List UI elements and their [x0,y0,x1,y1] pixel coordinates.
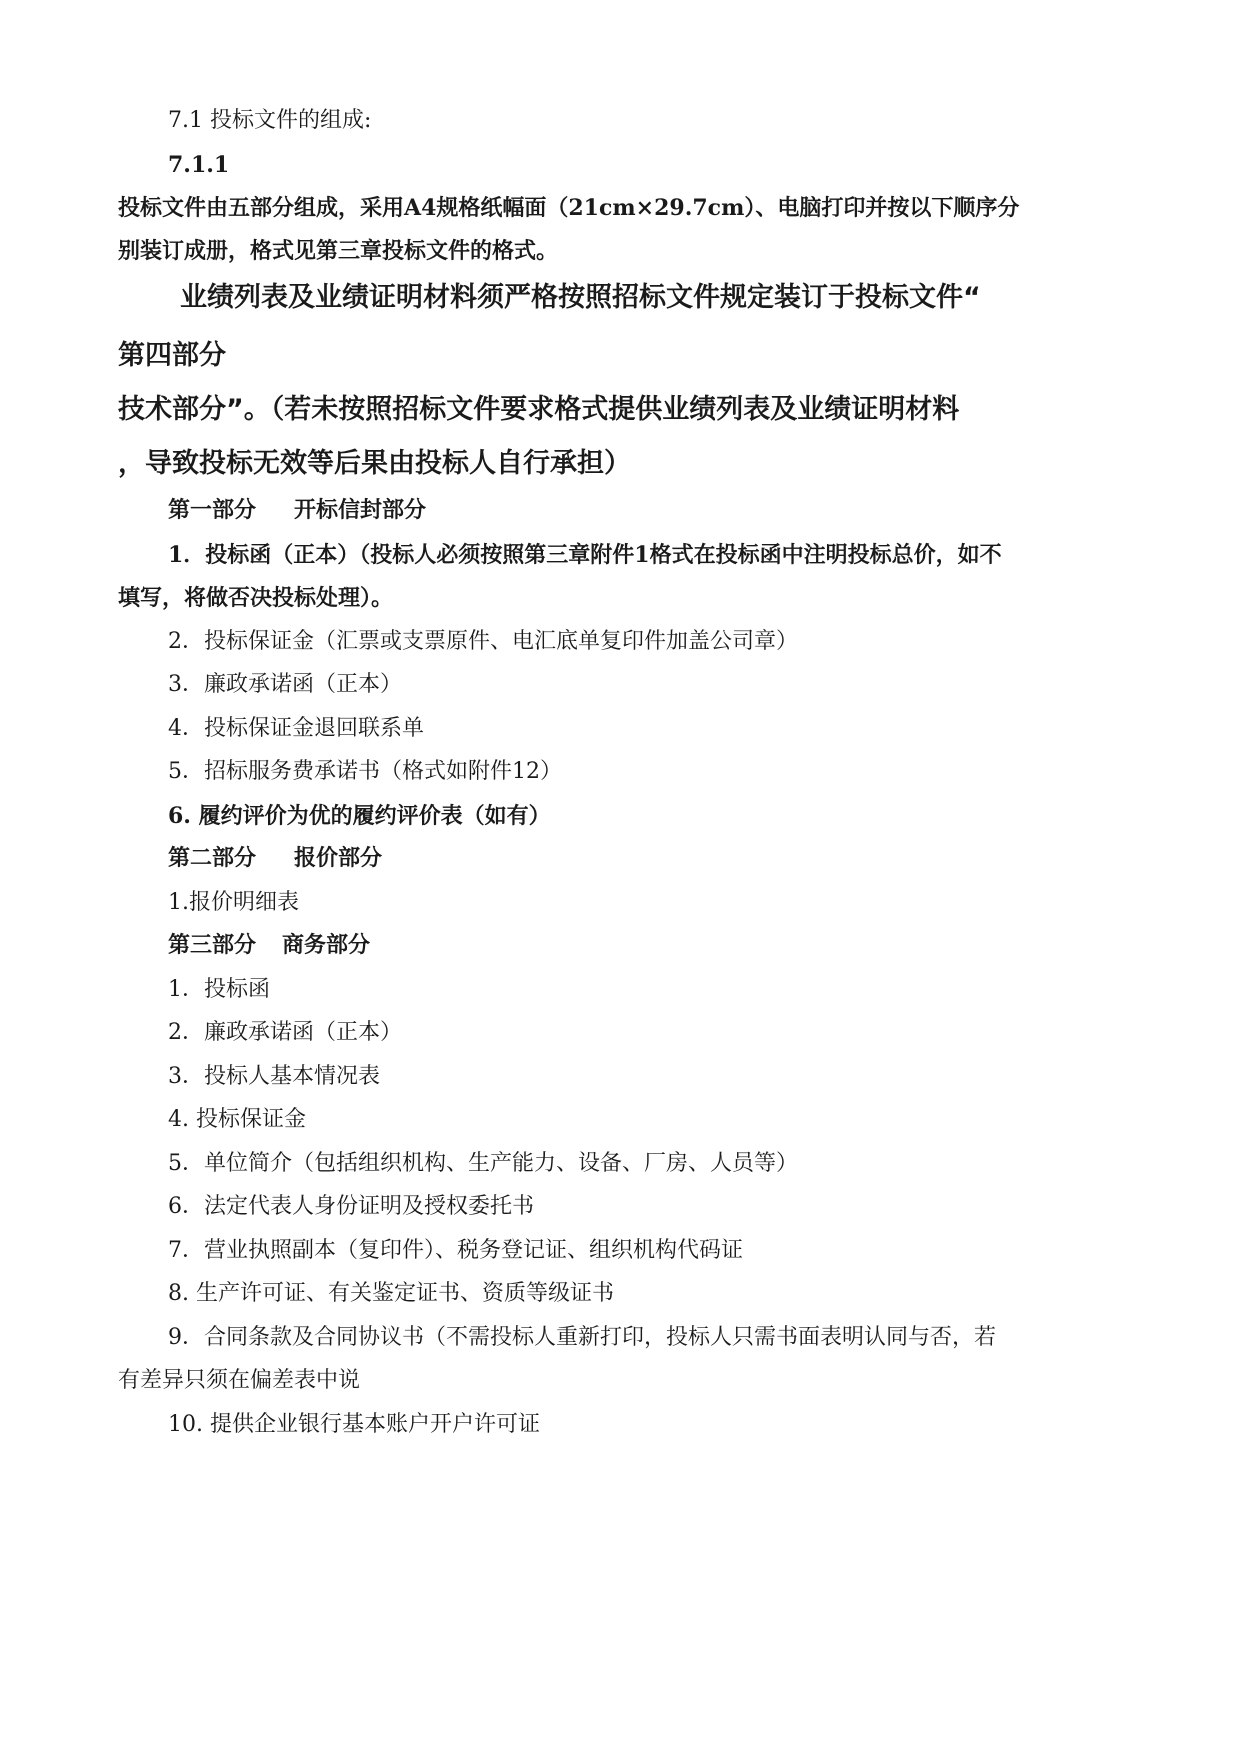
section-sub-number: 7.1.1 [168,152,230,178]
section-heading: 7.1 投标文件的组成: [168,108,372,133]
list-item: 5．单位简介（包括组织机构、生产能力、设备、厂房、人员等） [168,1151,798,1176]
list-item: 有差异只须在偏差表中说 [118,1368,361,1393]
part-title-number: 第一部分 [168,498,257,523]
list-item: 3．投标人基本情况表 [168,1064,380,1089]
list-item: 4．投标保证金退回联系单 [168,716,424,741]
list-item: 1．投标函 [168,977,270,1002]
part-title [168,844,382,874]
list-item: 4. 投标保证金 [168,1107,306,1132]
list-item: 填写，将做否决投标处理）。 [118,585,394,611]
notice-line: 技术部分”。（若未按照招标文件要求格式提供业绩列表及业绩证明材料 [118,394,960,425]
notice-line: 业绩列表及业绩证明材料须严格按照招标文件规定装订于投标文件“ [180,282,981,313]
part-title [168,496,426,526]
list-item: 2．廉政承诺函（正本） [168,1020,402,1045]
notice-line: 第四部分 [118,340,226,371]
paragraph-line: 别装订成册，格式见第三章投标文件的格式。 [118,238,559,264]
notice-line: ，导致投标无效等后果由投标人自行承担） [118,448,631,479]
list-item: 9．合同条款及合同协议书（不需投标人重新打印，投标人只需书面表明认同与否，若 [168,1325,996,1350]
list-item: 6. 履约评价为优的履约评价表（如有） [168,803,551,829]
list-item: 10. 提供企业银行基本账户开户许可证 [168,1412,540,1437]
list-item: 7．营业执照副本（复印件）、税务登记证、组织机构代码证 [168,1238,743,1263]
part-title-number: 第二部分 [168,846,257,871]
list-item: 5．招标服务费承诺书（格式如附件12） [168,759,562,784]
list-item: 3．廉政承诺函（正本） [168,672,402,697]
list-item: 6．法定代表人身份证明及授权委托书 [168,1194,534,1219]
paragraph-line: 投标文件由五部分组成，采用A4规格纸幅面（21cm×29.7cm）、电脑打印并按以下顺序分 [118,195,1020,221]
part-title [168,931,370,961]
part-title-name: 报价部分 [294,846,383,871]
list-item: 1.报价明细表 [168,890,299,915]
list-item: 8. 生产许可证、有关鉴定证书、资质等级证书 [168,1281,614,1306]
part-title-number: 第三部分 [168,933,257,958]
list-item: 1．投标函（正本）（投标人必须按照第三章附件1格式在投标函中注明投标总价，如不 [168,542,1002,568]
part-title-name: 商务部分 [282,933,371,958]
list-item: 2．投标保证金（汇票或支票原件、电汇底单复印件加盖公司章） [168,629,798,654]
part-title-name: 开标信封部分 [294,498,427,523]
